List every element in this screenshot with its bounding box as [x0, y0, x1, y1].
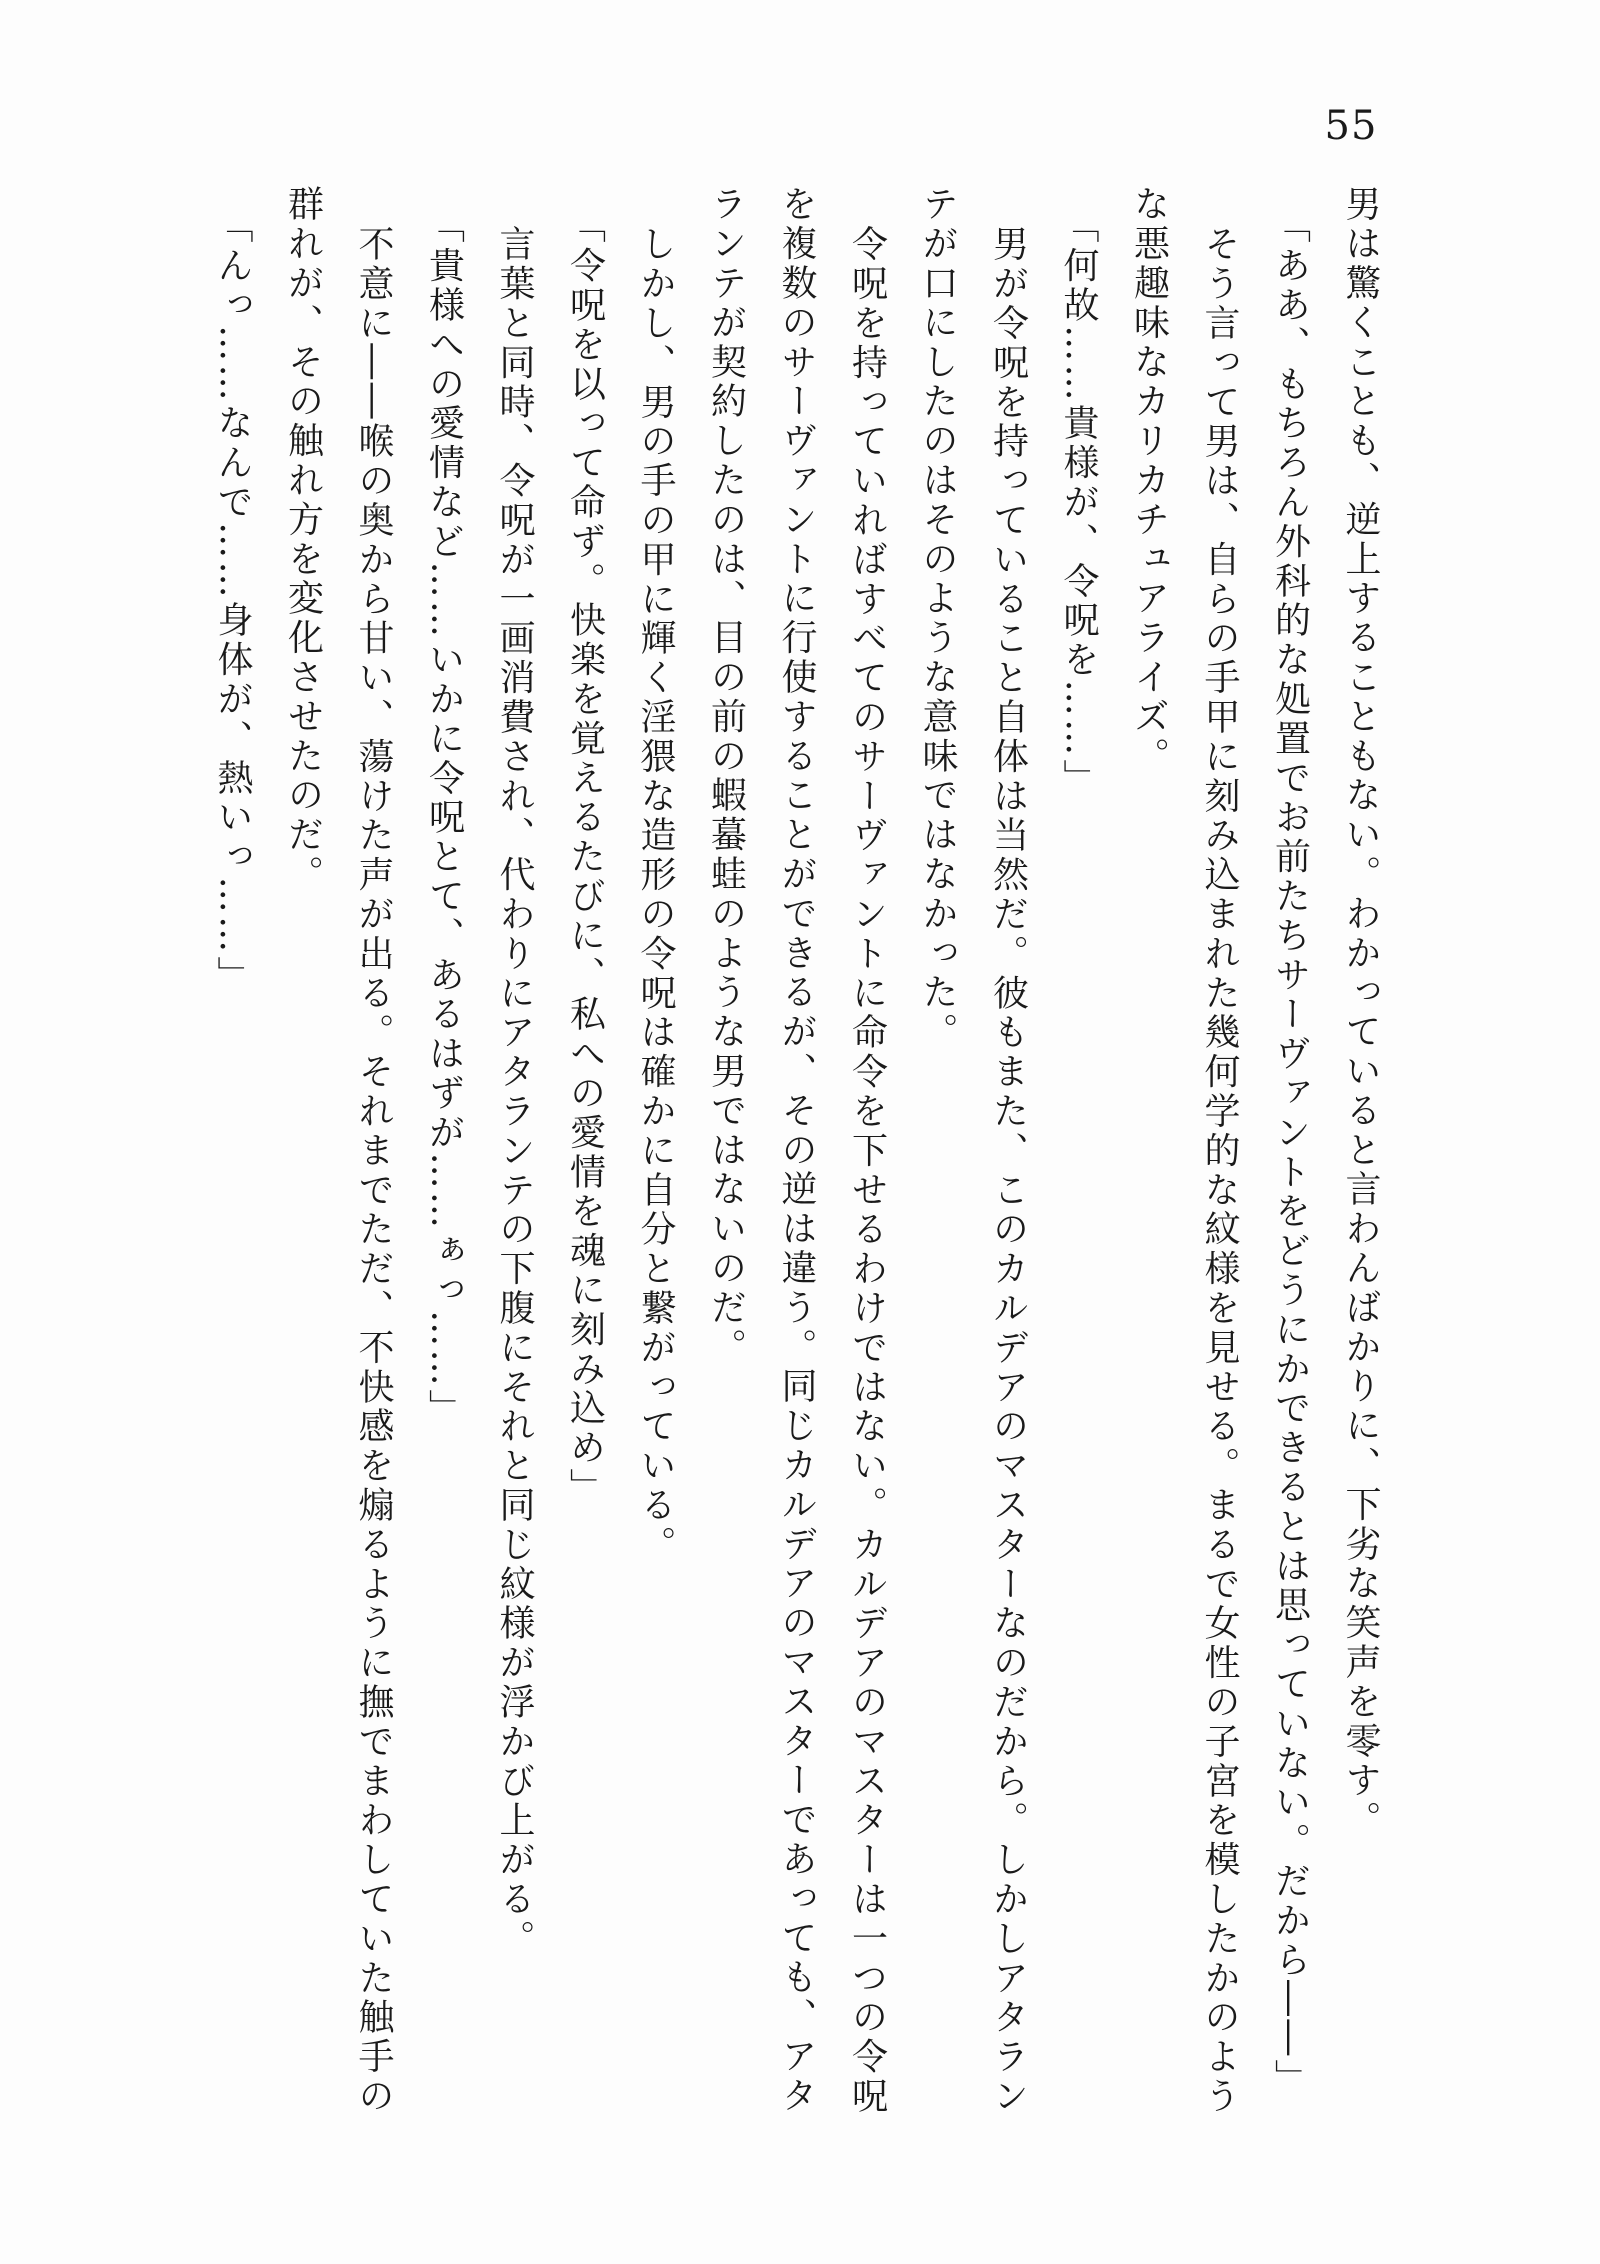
text-line: 言葉と同時、令呪が一画消費され、代わりにアタランテの下腹にそれと同じ紋様が浮かび上がる。: [494, 225, 535, 1959]
text-line: 令呪を持っていればすべてのサーヴァントに命令を下せるわけではない。カルデアのマスターは一つの令呪: [846, 225, 888, 2117]
text-line: そう言って男は、自らの手甲に刻み込まれた幾何学的な紋様を見せる。まるで女性の子宮を模したかのよう: [1199, 225, 1240, 2117]
text-line: 男は驚くことも、逆上することもない。わかっていると言わんばかりに、下劣な笑声を零す。: [1340, 185, 1381, 1840]
text-line: テが口にしたのはそのような意味ではなかった。: [917, 185, 958, 1052]
text-line: しかし、男の手の甲に輝く淫猥な造形の令呪は確かに自分と繋がっている。: [635, 225, 676, 1565]
text-line: 不意に――喉の奥から甘い、蕩けた声が出る。それまでただ、不快感を煽るように撫でまわしていた触手の: [353, 225, 394, 2117]
text-line: 「ああ、もちろん外科的な処置でお前たちサーヴァントをどうにかできるとは思っていない。だから――」: [1269, 207, 1311, 2099]
text-line: を複数のサーヴァントに行使することができるが、その逆は違う。同じカルデアのマスターであっても、アタ: [776, 185, 817, 2116]
page-text: [197, 185, 1396, 2215]
text-line: 男が令呪を持っていること自体は当然だ。彼もまた、このカルデアのマスターなのだから。しかしアタラン: [987, 225, 1029, 2117]
text-line: 群れが、その触れ方を変化させたのだ。: [282, 185, 324, 895]
text-line: ランテが契約したのは、目の前の蝦蟇蛙のような男ではないのだ。: [705, 185, 747, 1367]
page-number: 55: [1324, 103, 1378, 149]
text-line: 「何故……貴様が、令呪を……」: [1058, 207, 1099, 798]
text-line: 「貴様への愛情など……いかに令呪とて、あるはずが……ぁっ……」: [423, 207, 465, 1429]
text-line: 「んっ……なんで……身体が、熱いっ……」: [212, 207, 253, 995]
text-line: な悪趣味なカリカチュアライズ。: [1128, 185, 1170, 776]
text-line: 「令呪を以って命ず。快楽を覚えるたびに、私への愛情を魂に刻み込め」: [564, 207, 606, 1508]
